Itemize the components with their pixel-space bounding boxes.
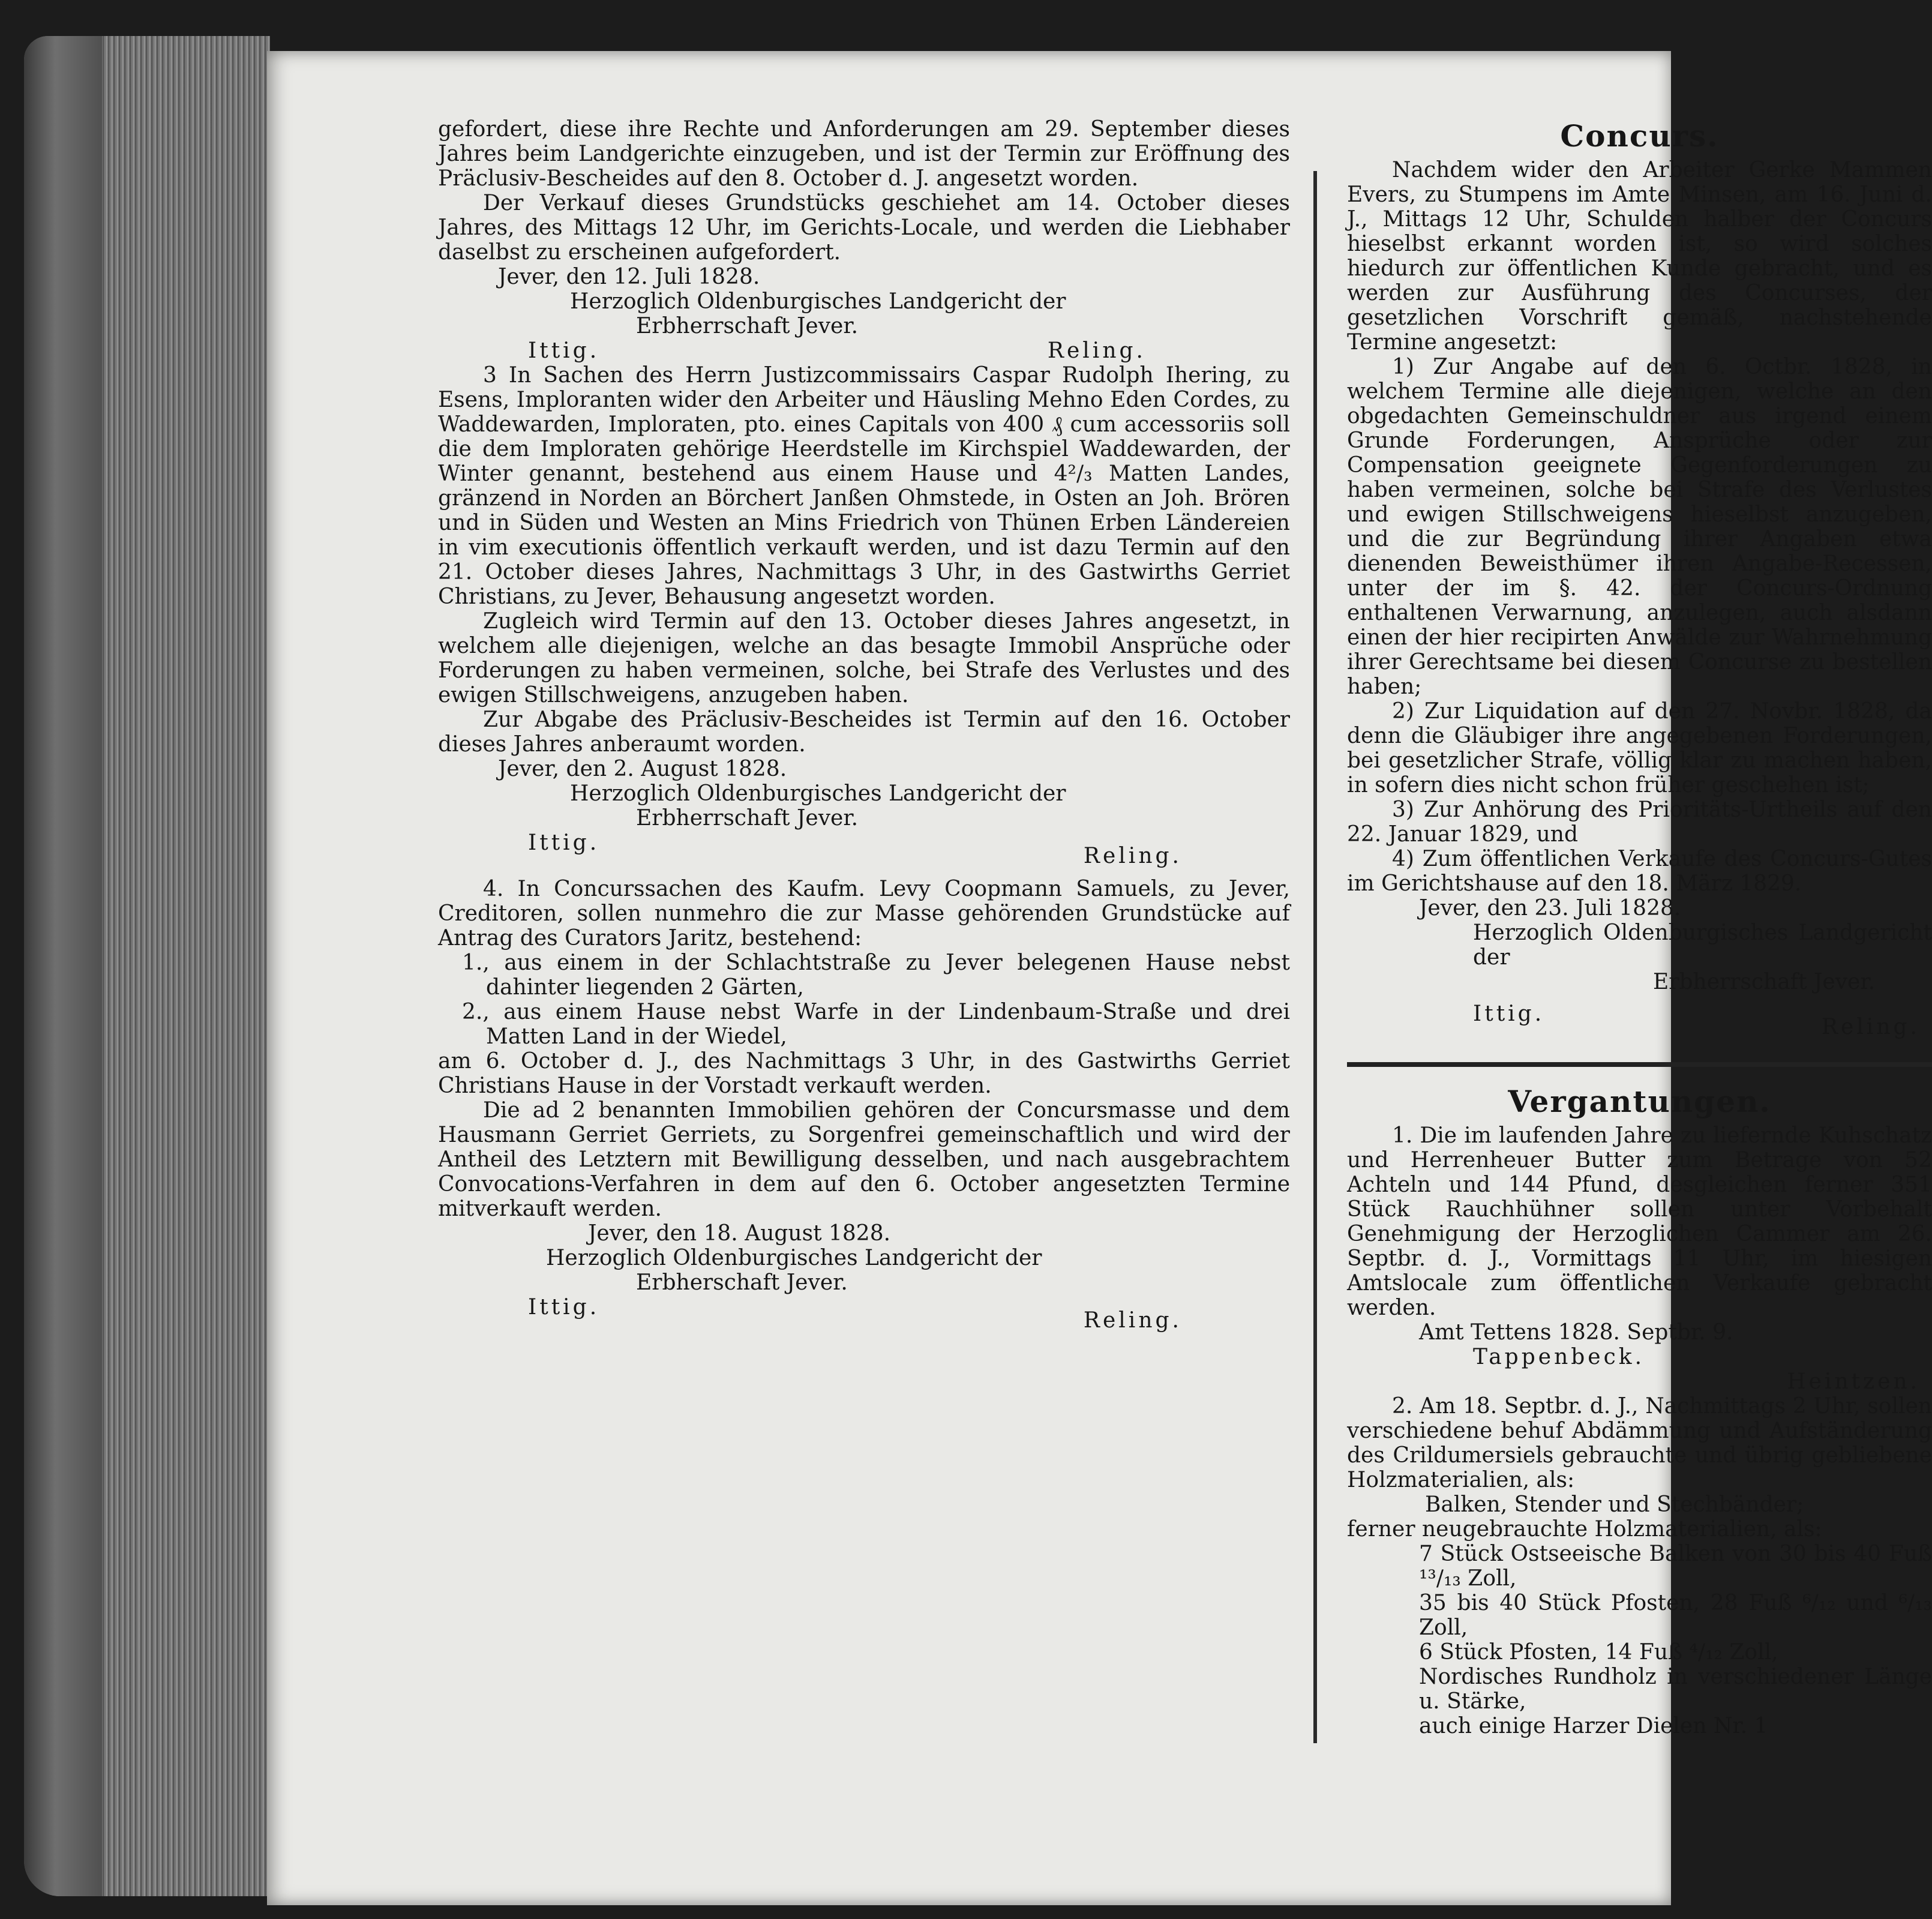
paragraph: am 6. October d. J., des Nachmittags 3 Uhr, in des Gastwirths Gerriet Christians Hause in der Vorstadt verkauft werden. <box>438 1049 1290 1098</box>
right-column <box>1347 117 1932 1738</box>
material-item: 35 bis 40 Stück Pfosten, 28 Fuß ⁶/₁₂ und ⁶/₁₃ Zoll, <box>1419 1591 1932 1640</box>
term-item: 4) Zum öffentlichen Verkaufe des Concurs-Gutes im Gerichtshause auf den 18. März 1829. <box>1347 847 1932 896</box>
section-heading: Vergantungen. <box>1508 1084 1771 1119</box>
left-column <box>438 117 1290 1333</box>
paragraph: 3 In Sachen des Herrn Justizcommissairs Caspar Rudolph Ihering, zu Esens, Imploranten wider den Arbeiter und Häusling Mehno Eden Cordes, zu Waddewarden, Imploraten, pto. eines Capitals von 400 ₰ cum accessoriis soll die dem Imploraten gehörige Heerdstelle im Kirchspiel Waddewarden, der Winter genannt, bestehend aus einem Hause und 4²/₃ Matten Landes, gränzend in Norden an Börchert Janßen Ohmstede, in Osten an Joh. Brören und in Süden und Westen an Mins Friedrich von Thünen Erben Ländereien in vim executionis öffentlich verkauft werden, und ist dazu Termin auf den 21. October dieses Jahres, Nachmittags 3 Uhr, in des Gastwirths Gerriet Christians, zu Jever, Behausung angesetzt worden. <box>438 363 1290 609</box>
book-cover <box>24 36 102 1896</box>
paragraph: 4. In Concurssachen des Kaufm. Levy Coopmann Samuels, zu Jever, Creditoren, sollen nunmehro die zur Masse gehörenden Grundstücke auf Antrag des Curators Jaritz, bestehend: <box>438 877 1290 950</box>
signature: Reling. <box>1821 1015 1920 1039</box>
paragraph: 1. Die im laufenden Jahre zu liefernde Kuhschatz und Herrenheuer Butter zum Betrage von 52 Achteln und 144 Pfund, desgleichen ferner 351 Stück Rauchhühner sollen unter Vorbehalt Genehmigung der Herzoglichen Cammer am 26. Septbr. d. J., Vormittags 11 Uhr, im hiesigen Amtslocale zum öffentlichen Verkaufe gebracht werden. <box>1347 1123 1932 1320</box>
court-name: Herzoglich Oldenburgisches Landgericht der <box>546 1246 1042 1270</box>
material-item: auch einige Harzer Dielen Nr. 1 <box>1419 1714 1768 1738</box>
signatures <box>1347 1345 1932 1394</box>
signature: Reling. <box>1083 844 1182 868</box>
signature: Tappenbeck. <box>1473 1345 1645 1369</box>
signature: Ittig. <box>528 338 600 363</box>
signatures <box>438 1295 1290 1333</box>
section-divider <box>1347 1062 1932 1067</box>
paragraph: 2. Am 18. Septbr. d. J., Nachmittags 2 Uhr, sollen verschiedene behuf Abdämmung und Aufständerung des Crildumersiels gebrauchte und übrig gebliebene Holzmaterialien, als: <box>1347 1394 1932 1492</box>
court-name: Erbherschaft Jever. <box>636 1270 848 1295</box>
place-date: Jever, den 2. August 1828. <box>498 757 787 781</box>
signatures <box>438 338 1290 363</box>
court-name: Herzoglich Oldenburgisches Landgericht der <box>570 289 1066 314</box>
signatures <box>438 830 1290 868</box>
place-date: Jever, den 12. Juli 1828. <box>498 265 760 289</box>
section-heading: Concurs. <box>1560 118 1719 154</box>
paragraph: Der Verkauf dieses Grundstücks geschiehet am 14. October dieses Jahres, des Mittags 12 Uhr, im Gerichts-Locale, und werden die Liebhaber daselbst zu erscheinen aufgefordert. <box>438 191 1290 265</box>
paragraph: Die ad 2 benannten Immobilien gehören der Concursmasse und dem Hausmann Gerriet Gerriets, zu Sorgenfrei gemeinschaftlich und wird der Antheil des Letztern mit Bewilligung desselben, und nach ausgebrachtem Convocations-Verfahren in dem auf den 6. October angesetzten Termine mitverkauft werden. <box>438 1098 1290 1221</box>
signature: Heintzen. <box>1787 1369 1920 1394</box>
signature: Reling. <box>1083 1308 1182 1333</box>
term-item: 3) Zur Anhörung des Prioritäts-Urtheils auf den 22. Januar 1829, und <box>1347 797 1932 847</box>
term-item: 1) Zur Angabe auf den 6. Octbr. 1828, in welchem Termine alle diejenigen, welche an den obgedachten Gemeinschuldner aus irgend einem Grunde Forderungen, Ansprüche oder zur Compensation geeignete Gegenforderungen zu haben vermeinen, solche bei Strafe des Verlustes und ewigen Stillschweigens hieselbst anzugeben, und die zur Begründung ihrer Angaben etwa dienenden Beweisthümer ihren Angabe-Recessen, unter der im §. 42. der Concurs-Ordnung enthaltenen Verwarnung, anzulegen, auch alsdann einen der hier recipirten Anwälde zur Wahrnehmung ihrer Gerechtsame bei diesem Concurse zu bestellen haben; <box>1347 355 1932 699</box>
signature: Ittig. <box>1473 1002 1545 1026</box>
column-divider <box>1313 171 1317 1743</box>
paragraph: Nachdem wider den Arbeiter Gerke Mammen Evers, zu Stumpens im Amte Minsen, am 16. Juni d. J., Mittags 12 Uhr, Schulden halber der Concurs hieselbst erkannt worden ist, so wird solches hiedurch zur öffentlichen Kunde gebracht, und es werden zur Ausführung des Concurses, der gesetzlichen Vorschrift gemäß, nachstehende Termine angesetzt: <box>1347 158 1932 355</box>
court-name: Erbherrschaft Jever. <box>1653 970 1876 994</box>
term-item: 2) Zur Liquidation auf den 27. Novbr. 1828, da denn die Gläubiger ihre angegebenen Forderungen, bei gesetzlicher Strafe, völlig klar zu machen haben, in sofern dies nicht schon früher geschehen ist; <box>1347 699 1932 797</box>
material-item: Nordisches Rundholz in verschiedener Länge u. Stärke, <box>1419 1665 1932 1714</box>
court-name: Herzoglich Oldenburgisches Landgericht der <box>1473 920 1932 970</box>
signatures <box>1347 994 1932 1039</box>
place-date: Amt Tettens 1828. Septbr. 9. <box>1419 1320 1733 1345</box>
list-item: 1., aus einem in der Schlachtstraße zu Jever belegenen Hause nebst dahinter liegenden 2 Gärten, <box>462 950 1290 1000</box>
signature: Ittig. <box>528 830 600 855</box>
court-name: Erbherrschaft Jever. <box>636 314 859 338</box>
material-item: Balken, Stender und Stechbänder; <box>1425 1492 1804 1517</box>
signature: Reling. <box>1047 338 1146 363</box>
material-item: 7 Stück Ostseeische Balken von 30 bis 40 Fuß ¹³/₁₃ Zoll, <box>1419 1542 1932 1591</box>
paragraph: gefordert, diese ihre Rechte und Anforderungen am 29. September dieses Jahres beim Landgerichte einzugeben, und ist der Termin zur Eröffnung des Präclusiv-Bescheides auf den 8. October d. J. angesetzt worden. <box>438 117 1290 191</box>
signature: Ittig. <box>528 1295 600 1320</box>
paragraph: Zugleich wird Termin auf den 13. October dieses Jahres angesetzt, in welchem alle diejenigen, welche an das besagte Immobil Ansprüche oder Forderungen zu haben vermeinen, solche, bei Strafe des Verlustes und des ewigen Stillschweigens, anzugeben haben. <box>438 609 1290 707</box>
material-item: ferner neugebrauchte Holzmaterialien, als: <box>1347 1517 1822 1542</box>
book-page <box>267 51 1932 1905</box>
court-name: Erbherrschaft Jever. <box>636 806 859 830</box>
paragraph: Zur Abgabe des Präclusiv-Bescheides ist Termin auf den 16. October dieses Jahres anberaumt worden. <box>438 707 1290 757</box>
place-date: Jever, den 23. Juli 1828. <box>1419 896 1681 920</box>
place-date: Jever, den 18. August 1828. <box>588 1221 891 1246</box>
court-name: Herzoglich Oldenburgisches Landgericht der <box>570 781 1066 806</box>
material-item: 6 Stück Pfosten, 14 Fuß ⁴/₁₂ Zoll, <box>1419 1640 1778 1665</box>
list-item: 2., aus einem Hause nebst Warfe in der Lindenbaum-Straße und drei Matten Land in der Wiedel, <box>462 1000 1290 1049</box>
